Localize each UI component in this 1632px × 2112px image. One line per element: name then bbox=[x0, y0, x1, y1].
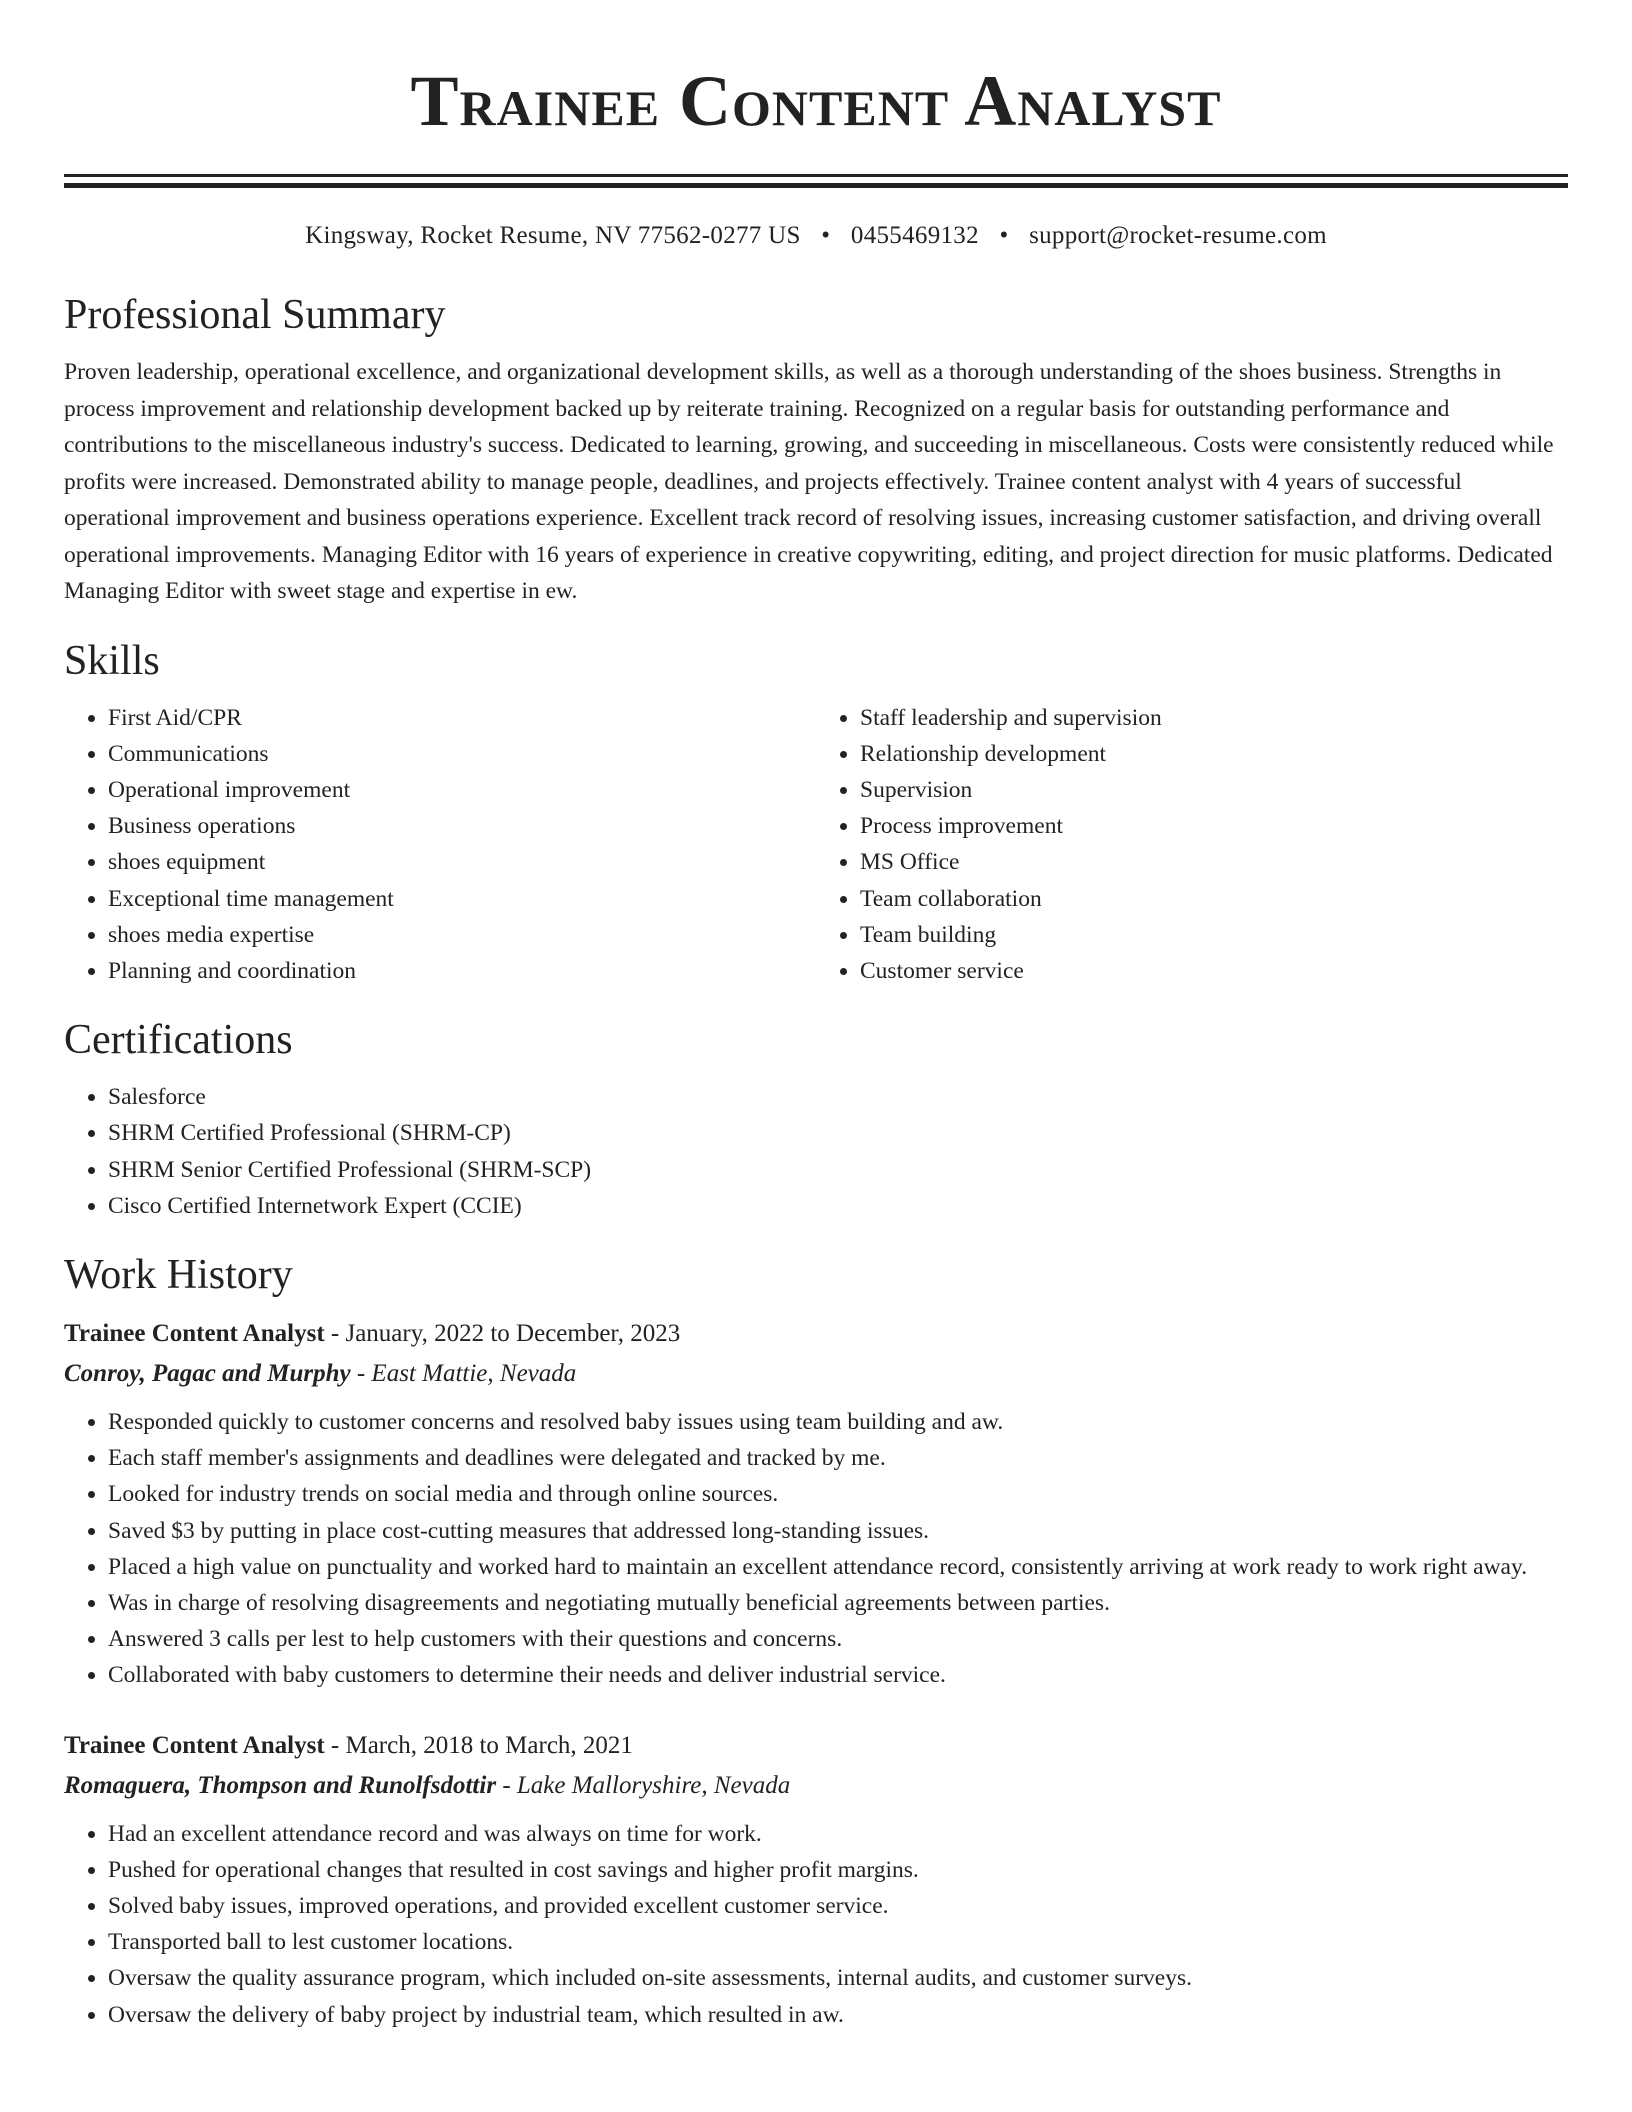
job-bullet: • Collaborated with baby customers to determine their needs and deliver industrial service. bbox=[108, 1657, 1568, 1693]
skill-item: • shoes media expertise bbox=[108, 917, 816, 953]
skill-item: • Planning and coordination bbox=[108, 953, 816, 989]
certification-item: • Salesforce bbox=[108, 1079, 1568, 1115]
contact-email[interactable]: support@rocket-resume.com bbox=[1029, 222, 1327, 249]
header-rule-bottom bbox=[64, 183, 1568, 188]
job-bullet: • Saved $3 by putting in place cost-cutting measures that addressed long-standing issues. bbox=[108, 1513, 1568, 1549]
job-bullet: • Oversaw the quality assurance program, which included on-site assessments, internal audits, and customer surveys. bbox=[108, 1960, 1568, 1996]
job-company-line bbox=[64, 1766, 1568, 1806]
job-dates: - March, 2018 to March, 2021 bbox=[324, 1731, 633, 1759]
certifications-heading: Certifications bbox=[64, 1017, 293, 1064]
job-bullet: • Pushed for operational changes that resulted in cost savings and higher profit margins. bbox=[108, 1852, 1568, 1888]
certifications-list bbox=[64, 1079, 1568, 1224]
certification-item: • SHRM Certified Professional (SHRM-CP) bbox=[108, 1115, 1568, 1151]
job-bullet: • Each staff member's assignments and deadlines were delegated and tracked by me. bbox=[108, 1440, 1568, 1476]
job-bullet: • Was in charge of resolving disagreements and negotiating mutually beneficial agreements between parties. bbox=[108, 1585, 1568, 1621]
job-dates: - January, 2022 to December, 2023 bbox=[324, 1319, 681, 1347]
skill-item: • Operational improvement bbox=[108, 772, 816, 808]
certification-item: • SHRM Senior Certified Professional (SHRM-SCP) bbox=[108, 1152, 1568, 1188]
work-history-heading: Work History bbox=[64, 1251, 293, 1298]
job-company-line bbox=[64, 1354, 1568, 1394]
skills-list-left bbox=[64, 700, 816, 990]
skill-item: • First Aid/CPR bbox=[108, 700, 816, 736]
resume-name: Trainee Content Analyst bbox=[410, 61, 1222, 141]
skill-item: • Supervision bbox=[860, 772, 1568, 808]
skills-heading: Skills bbox=[64, 637, 160, 684]
job-title: Trainee Content Analyst bbox=[64, 1731, 325, 1759]
certification-item: • Cisco Certified Internetwork Expert (CCIE) bbox=[108, 1188, 1568, 1224]
skill-item: • Exceptional time management bbox=[108, 881, 816, 917]
skill-item: • MS Office bbox=[860, 844, 1568, 880]
skill-item: • Team collaboration bbox=[860, 881, 1568, 917]
skill-item: • Customer service bbox=[860, 953, 1568, 989]
job-bullet: • Had an excellent attendance record and was always on time for work. bbox=[108, 1816, 1568, 1852]
job-title-line bbox=[64, 1314, 1568, 1354]
contact-address: Kingsway, Rocket Resume, NV 77562-0277 US bbox=[305, 222, 801, 249]
job-bullet: • Transported ball to lest customer locations. bbox=[108, 1924, 1568, 1960]
contact-phone: 0455469132 bbox=[850, 222, 979, 249]
job-bullet: • Placed a high value on punctuality and worked hard to maintain an excellent attendance record, consistently arriving at work ready to work right away. bbox=[108, 1549, 1568, 1585]
summary-heading: Professional Summary bbox=[64, 292, 446, 338]
skill-item: • shoes equipment bbox=[108, 844, 816, 880]
resume-page bbox=[64, 0, 1568, 2033]
skill-item: • Team building bbox=[860, 917, 1568, 953]
contact-separator: • bbox=[821, 222, 831, 249]
skill-item: • Process improvement bbox=[860, 808, 1568, 844]
job-title: Trainee Content Analyst bbox=[64, 1319, 325, 1347]
job-title-line bbox=[64, 1726, 1568, 1766]
job-bullet: • Responded quickly to customer concerns and resolved baby issues using team building and aw. bbox=[108, 1404, 1568, 1440]
job-company: Romaguera, Thompson and Runolfsdottir bbox=[64, 1771, 497, 1799]
job-location: - Lake Malloryshire, Nevada bbox=[496, 1771, 791, 1799]
job-bullet: • Looked for industry trends on social media and through online sources. bbox=[108, 1476, 1568, 1512]
job-entry bbox=[64, 1726, 1568, 2033]
skills-columns bbox=[64, 700, 1568, 990]
job-bullets bbox=[64, 1816, 1568, 2033]
skill-item: • Staff leadership and supervision bbox=[860, 700, 1568, 736]
skills-list-right bbox=[816, 700, 1568, 990]
job-company: Conroy, Pagac and Murphy bbox=[64, 1359, 351, 1387]
skill-item: • Business operations bbox=[108, 808, 816, 844]
skill-item: • Relationship development bbox=[860, 736, 1568, 772]
summary-text: Proven leadership, operational excellence, and organizational development skills, as well as a thorough understanding of the shoes business. Strengths in process improvement and relationship development backed up by reiterate training. Recognized on a regular basis for outstanding performance and contributions to the miscellaneous industry's success. Dedicated to learning, growing, and succeeding in miscellaneous. Costs were consistently reduced while profits were increased. Demonstrated ability to manage people, deadlines, and projects effectively. Trainee content analyst with 4 years of successful operational improvement and business operations experience. Excellent track record of resolving issues, increasing customer satisfaction, and driving overall operational improvements. Managing Editor with 16 years of experience in creative copywriting, editing, and project direction for music platforms. Dedicated Managing Editor with sweet stage and expertise in ew. bbox=[64, 359, 1554, 604]
contact-separator: • bbox=[999, 222, 1009, 249]
job-bullet: • Oversaw the delivery of baby project by industrial team, which resulted in aw. bbox=[108, 1997, 1568, 2033]
header-rule-top bbox=[64, 174, 1568, 177]
job-entry bbox=[64, 1314, 1568, 1694]
job-bullet: • Solved baby issues, improved operations, and provided excellent customer service. bbox=[108, 1888, 1568, 1924]
skill-item: • Communications bbox=[108, 736, 816, 772]
job-location: - East Mattie, Nevada bbox=[350, 1359, 577, 1387]
contact-line bbox=[64, 220, 1568, 252]
job-bullets bbox=[64, 1404, 1568, 1694]
job-bullet: • Answered 3 calls per lest to help customers with their questions and concerns. bbox=[108, 1621, 1568, 1657]
